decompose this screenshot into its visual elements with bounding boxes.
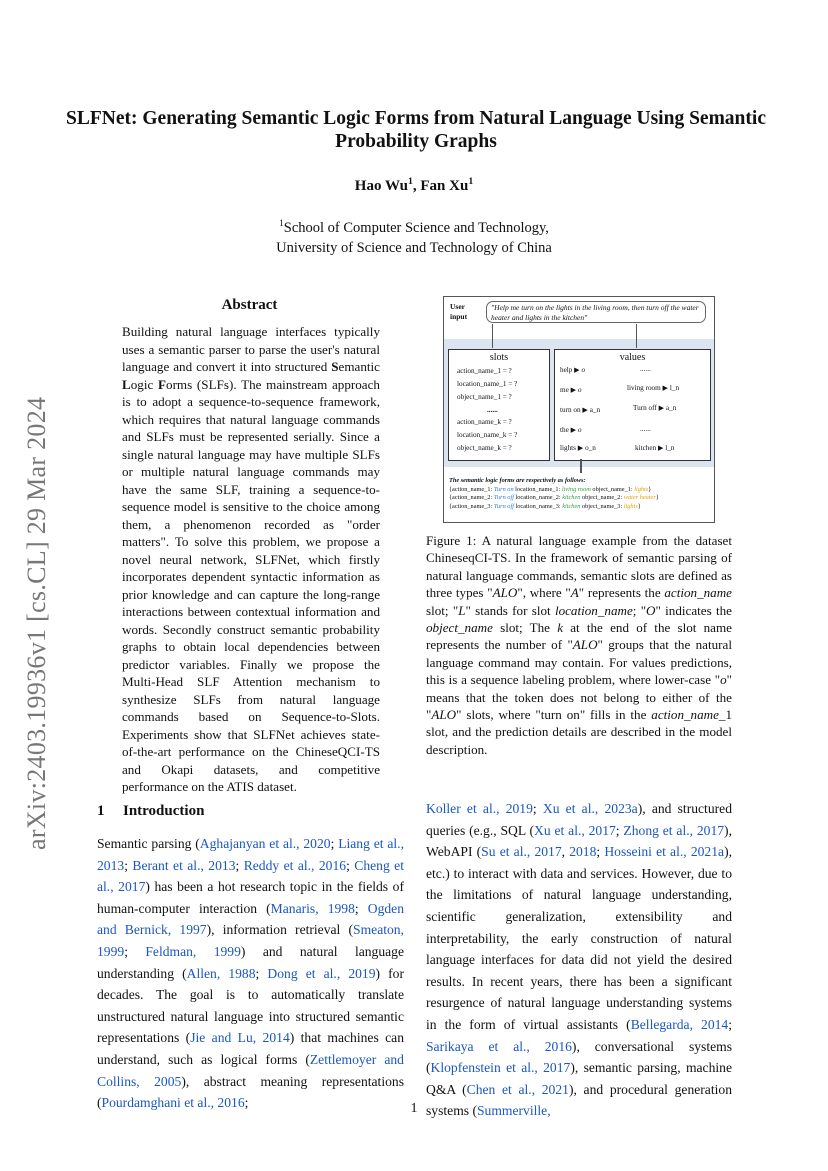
sem-end: } bbox=[637, 502, 641, 510]
body-text: ; bbox=[124, 943, 146, 959]
citation-link[interactable]: Klopfenstein et al., 2017 bbox=[430, 1060, 571, 1076]
sem-c: object_name_2: bbox=[580, 494, 624, 502]
cap-text: slot; " bbox=[426, 602, 459, 618]
cap-math: L bbox=[458, 602, 466, 618]
body-text: ; bbox=[255, 965, 268, 981]
cap-math: location_name bbox=[554, 602, 633, 618]
value-token-text: living room bbox=[627, 384, 661, 392]
body-text: ; bbox=[532, 801, 543, 816]
body-text: ; bbox=[354, 900, 368, 916]
cap-text: ", where " bbox=[517, 585, 571, 601]
affil-line-1: School of Computer Science and Technology, bbox=[283, 219, 549, 236]
sem-a: {action_name_1: bbox=[449, 485, 494, 493]
author-1-affil: 1 bbox=[408, 176, 413, 187]
paper-title: SLFNet: Generating Semantic Logic Forms from Natural Language Using Semantic Probability Graphs bbox=[66, 108, 766, 152]
page-number: 1 bbox=[410, 1101, 418, 1116]
value-token bbox=[640, 365, 651, 373]
citation-link[interactable]: Liang et al., 2013 bbox=[97, 836, 404, 873]
body-text: , bbox=[561, 844, 570, 860]
slot-item: action_name_1 = ? bbox=[457, 367, 512, 375]
user-input-label: User input bbox=[450, 302, 468, 321]
body-text: ; bbox=[244, 1095, 249, 1111]
value-token: kitchen ▶ l_n bbox=[635, 444, 675, 452]
authors bbox=[0, 176, 828, 195]
author-separator: , bbox=[412, 178, 421, 194]
value-token-text: me bbox=[560, 386, 569, 394]
citation-link[interactable]: Ogden and Bernick, 1997 bbox=[97, 900, 404, 938]
sem-end: } bbox=[648, 485, 652, 493]
cap-math: object_name bbox=[426, 620, 493, 636]
value-tag: l_n bbox=[665, 444, 675, 452]
citation-link[interactable]: Reddy et al., 2016 bbox=[243, 857, 347, 873]
affil-line-2: University of Science and Technology of China bbox=[276, 239, 552, 256]
citation-link[interactable]: Cheng et al., 2017 bbox=[97, 857, 404, 895]
body-text: ), abstract meaning representations ( bbox=[97, 1073, 404, 1111]
section-title: Introduction bbox=[123, 803, 205, 819]
citation-link[interactable]: Su et al., 2017 bbox=[481, 844, 562, 860]
cap-math: k bbox=[557, 620, 564, 636]
citation-link[interactable]: Dong et al., 2019 bbox=[267, 965, 376, 981]
body-text: ), conversational systems ( bbox=[426, 1038, 732, 1076]
sem-heading: The semantic logic forms are respectively as follows: bbox=[449, 477, 586, 484]
sem-cv: lights bbox=[623, 502, 638, 510]
sem-av: Turn on bbox=[493, 485, 514, 493]
intro-column-2 bbox=[426, 798, 732, 1122]
citation-link[interactable]: Pourdamghani et al., 2016 bbox=[101, 1095, 245, 1111]
abstract-body bbox=[122, 323, 380, 796]
value-token-text: ...... bbox=[640, 425, 651, 433]
abstract-s: S bbox=[331, 359, 339, 374]
body-text: ), etc.) to interact with data and services. However, due to the limitations of natural language understanding, scientific generalization, extensibility and interpretability, the early construction of natural language interfaces for data did not yield the desired results. In recent years, there has been a significant resurgence of natural language understanding systems in the form of virtual assistants ( bbox=[426, 844, 732, 1032]
citation-link[interactable]: Hosseini et al., 2021a bbox=[604, 844, 725, 860]
sem-cv: lights bbox=[634, 485, 649, 493]
body-text: ), and structured queries (e.g., SQL ( bbox=[426, 801, 732, 838]
abstract-heading: Abstract bbox=[221, 297, 278, 313]
value-token bbox=[640, 425, 651, 433]
cap-text: ; " bbox=[632, 602, 647, 618]
intro-column-1 bbox=[97, 833, 404, 1114]
cap-math: action_name bbox=[664, 585, 732, 601]
slot-item: location_name_1 = ? bbox=[457, 380, 518, 388]
citation-link[interactable]: Xu et al., 2017 bbox=[534, 822, 616, 838]
figure-caption bbox=[426, 532, 732, 758]
citation-link[interactable]: Bellegarda, 2014 bbox=[630, 1016, 729, 1032]
value-tag: o bbox=[577, 386, 582, 394]
arrow-to-slots bbox=[492, 324, 493, 348]
body-text: Semantic parsing ( bbox=[97, 836, 200, 851]
value-tag: o bbox=[577, 426, 582, 434]
body-text: ) that machines can understand, such as logical forms ( bbox=[97, 1030, 404, 1067]
body-text: ; bbox=[346, 857, 355, 873]
arrow-to-sem bbox=[580, 459, 582, 473]
sem-row bbox=[449, 494, 711, 503]
body-text: ), information retrieval ( bbox=[206, 922, 354, 938]
sem-end: } bbox=[655, 494, 659, 502]
values-heading: values bbox=[619, 352, 646, 363]
user-quote: "Help me turn on the lights in the living room, then turn off the water heater and lights in the kitchen" bbox=[486, 301, 706, 323]
cap-text: _1 slot, and the prediction details are described in the model description. bbox=[426, 707, 732, 757]
citation-link[interactable]: Sarikaya et al., 2016 bbox=[426, 1038, 572, 1054]
sem-row bbox=[449, 486, 711, 495]
cap-text: " represents the bbox=[578, 585, 665, 601]
cap-text: at the end of the slot name represents the number of " bbox=[426, 620, 732, 653]
value-tag: l_n bbox=[669, 384, 680, 392]
cap-math: action_name bbox=[651, 707, 719, 723]
abstract-s-rest: emantic bbox=[338, 359, 380, 374]
slot-item: object_name_k = ? bbox=[457, 444, 512, 452]
arrow-to-values bbox=[636, 324, 637, 348]
abstract-text-1: Building natural language interfaces typically uses a semantic parser to parse the user's natural language and convert it into structured bbox=[122, 324, 380, 374]
author-2: Fan Xu bbox=[420, 178, 469, 194]
abstract-l: L bbox=[122, 376, 131, 392]
value-token-text: Turn off bbox=[633, 404, 657, 412]
affiliation bbox=[0, 214, 828, 258]
value-token-text: the bbox=[560, 426, 569, 434]
slot-item: action_name_k = ? bbox=[457, 418, 512, 426]
citation-link[interactable]: Chen et al., 2021 bbox=[466, 1081, 569, 1097]
cap-math: o bbox=[720, 672, 727, 688]
cap-text: " indicates the bbox=[655, 602, 732, 618]
value-tag: a_n bbox=[589, 406, 601, 414]
value-token-text: turn on bbox=[560, 406, 581, 414]
value-token: me ▶ o bbox=[560, 386, 582, 394]
affil-sup: 1 bbox=[279, 219, 284, 229]
citation-link[interactable]: Feldman, 1999 bbox=[145, 943, 241, 959]
citation-link[interactable]: Summerville, bbox=[476, 1103, 551, 1119]
sem-bv: living room bbox=[561, 485, 591, 493]
citation-link[interactable]: Zettlemoyer and Collins, 2005 bbox=[97, 1051, 404, 1089]
sem-bv: kitchen bbox=[562, 494, 581, 502]
values-panel bbox=[554, 349, 711, 461]
citation-link[interactable]: Smeaton, 1999 bbox=[97, 922, 405, 959]
slots-panel bbox=[448, 349, 550, 461]
semantic-logic-forms bbox=[449, 477, 711, 511]
slots-heading: slots bbox=[489, 352, 509, 363]
slot-item: location_name_k = ? bbox=[457, 431, 518, 439]
sem-a: {action_name_2: bbox=[449, 494, 494, 502]
value-token: the ▶ o bbox=[560, 426, 582, 434]
value-tag: a_n bbox=[665, 404, 677, 412]
cap-text: Figure 1: A natural language example from the dataset ChineseqCI-TS. In the framework of semantic parsing of natural language commands, semantic slots are defined as three types " bbox=[426, 533, 732, 601]
value-token-text: kitchen bbox=[635, 444, 657, 452]
value-token: help ▶ o bbox=[560, 366, 586, 374]
author-1: Hao Wu bbox=[354, 178, 409, 194]
cap-math: ALO bbox=[492, 585, 518, 601]
body-text: ) for decades. The goal is to automatically translate unstructured natural language into structured semantic representations ( bbox=[97, 965, 404, 1046]
citation-link[interactable]: Zhong et al., 2017 bbox=[623, 822, 725, 838]
sem-av: Turn off bbox=[493, 494, 514, 502]
body-text: ; bbox=[596, 844, 605, 860]
cap-text: slot; The bbox=[492, 620, 558, 636]
cap-text: " groups that the natural language command may contain. For values predictions, this is a sequence labeling problem, where lower-case " bbox=[426, 637, 732, 688]
sem-av: Turn off bbox=[493, 502, 514, 510]
arxiv-stamp: arXiv:2403.19936v1 [cs.CL] 29 Mar 2024 bbox=[22, 396, 51, 850]
cap-math: A bbox=[570, 585, 579, 601]
body-text: ) has been a hot research topic in the fields of human-computer interaction ( bbox=[97, 879, 404, 916]
citation-link[interactable]: Aghajanyan et al., 2020 bbox=[199, 836, 331, 851]
sem-cv: water heater bbox=[623, 494, 656, 502]
abstract-f-rest: orms (SLFs). bbox=[166, 376, 237, 392]
sem-bv: kitchen bbox=[562, 502, 581, 510]
citation-link[interactable]: Manaris, 1998 bbox=[270, 900, 355, 916]
body-text: ; bbox=[330, 836, 339, 851]
value-token: lights ▶ o_n bbox=[560, 444, 596, 452]
slot-item: object_name_1 = ? bbox=[457, 393, 512, 401]
body-text: ), semantic parsing, machine Q&A ( bbox=[426, 1060, 732, 1097]
sem-c: object_name_3: bbox=[580, 502, 624, 510]
cap-math: O bbox=[646, 602, 656, 618]
value-token-text: ...... bbox=[640, 365, 651, 373]
author-2-affil: 1 bbox=[468, 176, 474, 187]
sem-c: object_name_1: bbox=[590, 485, 635, 493]
cap-text: " stands for slot bbox=[465, 602, 555, 618]
abstract-text-2: The mainstream approach is to adopt a sequence-to-sequence framework, which requires that natural language commands and SLFs must be represented serially. Since a single natural language may have multiple SLFs or multiple natural language commands may have the same SLF, training a sequence-to-sequence model is sensitive to the choice among them, a phenomenon recorded as "order matters". To solve this problem, we propose a novel neural network, SLFNet, which firstly incorporates dependent syntactic information as prior knowledge and can capture the long-range interactions between contextual information and words. Secondly construct semantic probability graphs to obtain local dependencies between predictor variables. Finally we propose the Multi-Head SLF Attention mechanism to synthesize SLFs from natural language commands based on Sequence-to-Slots. Experiments show that SLFNet achieves state-of-the-art performance on the ChineseQCI-TS and Okapi datasets, and competitive performance on the ATIS dataset. bbox=[122, 376, 380, 794]
value-tag: o_n bbox=[585, 444, 596, 452]
body-text: ; bbox=[615, 822, 624, 838]
citation-link[interactable]: Allen, 1988 bbox=[186, 965, 256, 981]
sem-b: location_name_2: bbox=[513, 494, 563, 502]
value-token: living room ▶ l_n bbox=[627, 384, 680, 392]
abstract-l-rest: ogic bbox=[130, 376, 159, 392]
cap-text: " slots, where "turn on" fills in the bbox=[456, 707, 652, 723]
sem-row bbox=[449, 503, 711, 512]
sem-a: {action_name_3: bbox=[449, 502, 494, 510]
citation-link[interactable]: Jie and Lu, 2014 bbox=[190, 1030, 290, 1046]
cap-math: ALO bbox=[431, 707, 457, 723]
value-token-text: lights bbox=[560, 444, 576, 452]
citation-link[interactable]: Xu et al., 2023a bbox=[542, 801, 638, 816]
figure-1 bbox=[443, 296, 715, 523]
body-text: ) and natural language understanding ( bbox=[97, 943, 405, 981]
sem-b: location_name_3: bbox=[513, 502, 563, 510]
section-number: 1 bbox=[97, 803, 105, 819]
citation-link[interactable]: Koller et al., 2019 bbox=[426, 801, 533, 816]
body-text: ; bbox=[235, 857, 244, 873]
value-token: Turn off ▶ a_n bbox=[633, 404, 677, 412]
sem-b: location_name_1: bbox=[513, 485, 562, 493]
body-text: ; bbox=[728, 1016, 732, 1032]
slot-item: ...... bbox=[487, 406, 498, 414]
value-token-text: help bbox=[560, 366, 573, 374]
value-token: turn on ▶ a_n bbox=[560, 406, 601, 414]
citation-link[interactable]: Berant et al., 2013 bbox=[132, 857, 236, 873]
body-text: ), and procedural generation systems ( bbox=[426, 1081, 732, 1119]
cap-math: ALO bbox=[572, 637, 598, 653]
cap-text: " means that the token does not belong to either of the " bbox=[426, 672, 732, 723]
section-heading-introduction bbox=[97, 803, 204, 820]
abstract-f: F bbox=[158, 376, 167, 392]
citation-link[interactable]: 2018 bbox=[569, 844, 597, 860]
value-tag: o bbox=[581, 366, 586, 374]
body-text: ; bbox=[124, 857, 133, 873]
body-text: ), WebAPI ( bbox=[426, 822, 732, 860]
